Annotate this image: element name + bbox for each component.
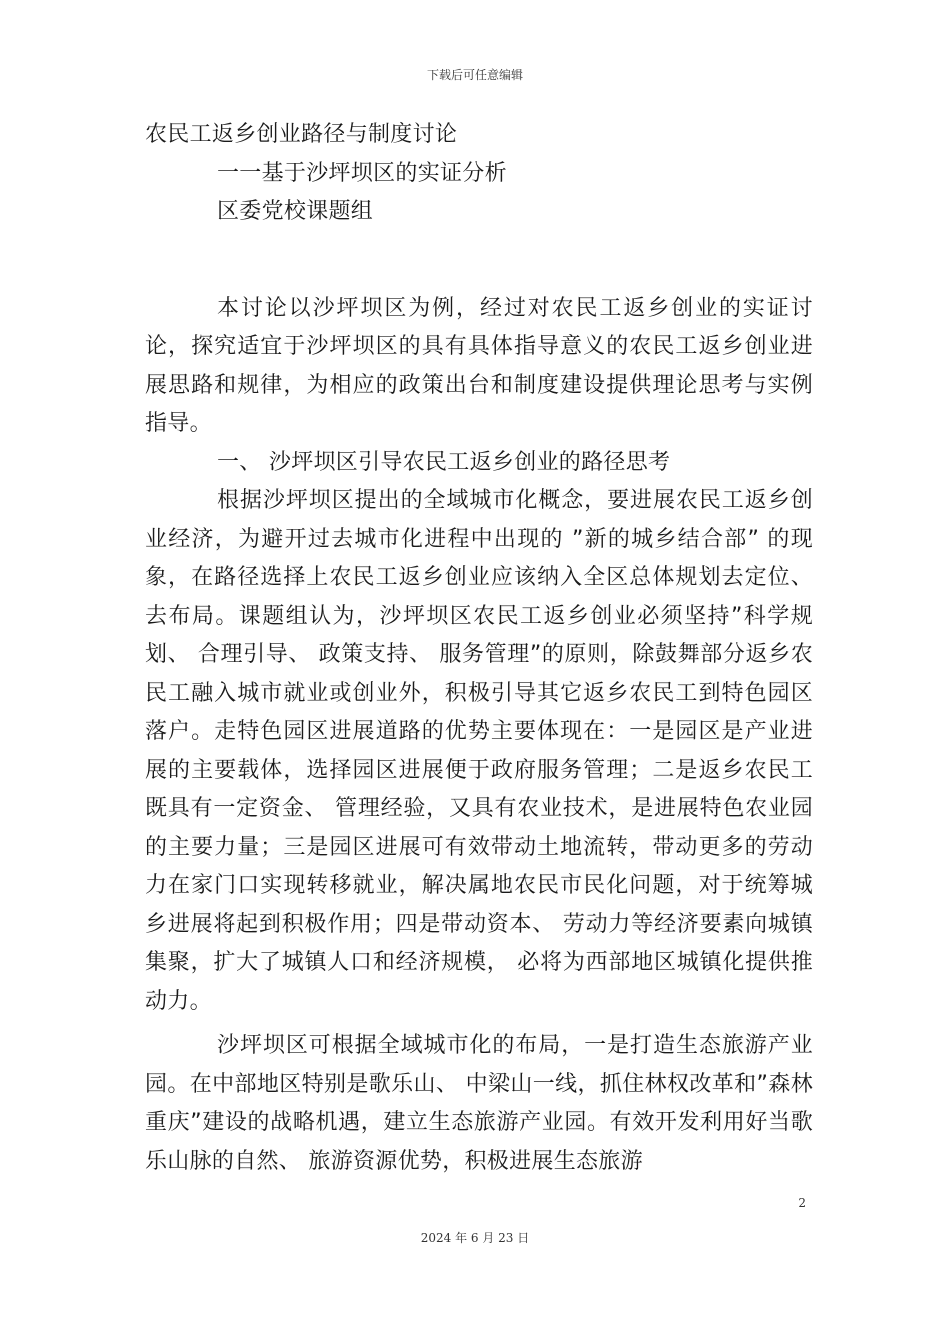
page-number: 2 [798, 1196, 806, 1210]
footer-date: 2024 年 6 月 23 日 [420, 1231, 530, 1245]
spacer [145, 232, 813, 290]
document-title: 农民工返乡创业路径与制度讨论 [145, 122, 458, 147]
document-author: 区委党校课题组 [217, 199, 374, 224]
abstract-paragraph: 本讨论以沙坪坝区为例，经过对农民工返乡创业的实证讨论，探究适宜于沙坪坝区的具有具体指导意义的农民工返乡创业进展思路和规律，为相应的政策出台和制度建设提供理论思考与实例指导。 [145, 295, 813, 436]
body-paragraph-2: 沙坪坝区可根据全域城市化的布局，一是打造生态旅游产业园。在中部地区特别是歌乐山、 中梁山一线，抓住林权改革和”森林重庆”建设的战略机遇，建立生态旅游产业园。有效开发利用好当歌乐山脉的自然、 旅游资源优势，积极进展生态旅游 [145, 1033, 813, 1174]
body-paragraph-1: 根据沙坪坝区提出的全域城市化概念，要进展农民工返乡创业经济，为避开过去城市化进程中出现的 ”新的城乡结合部” 的现象，在路径选择上农民工返乡创业应该纳入全区总体规划去定位、 去布局。课题组认为，沙坪坝区农民工返乡创业必须坚持”科学规划、 合理引导、 政策支持、 服务管理”的原则，除鼓舞部分返乡农民工融入城市就业或创业外，积极引导其它返乡农民工到特色园区落户。走特色园区进展道路的优势主要体现在：一是园区是产业进展的主要载体，选择园区进展便于政府服务管理；二是返乡农民工既具有一定资金、 管理经验，又具有农业技术，是进展特色农业园的主要力量；三是园区进展可有效带动土地流转，带动更多的劳动力在家门口实现转移就业，解决属地农民市民化问题，对于统筹城乡进展将起到积极作用；四是带动资本、 劳动力等经济要素向城镇集聚，扩大了城镇人口和经济规模， 必将为西部地区城镇化提供推动力。 [145, 488, 813, 1014]
page-header: 下载后可任意编辑 [426, 68, 523, 82]
section-heading: 一、 沙坪坝区引导农民工返乡创业的路径思考 [217, 449, 671, 475]
document-body [145, 116, 813, 1181]
document-subtitle: 一一基于沙坪坝区的实证分析 [217, 160, 507, 186]
